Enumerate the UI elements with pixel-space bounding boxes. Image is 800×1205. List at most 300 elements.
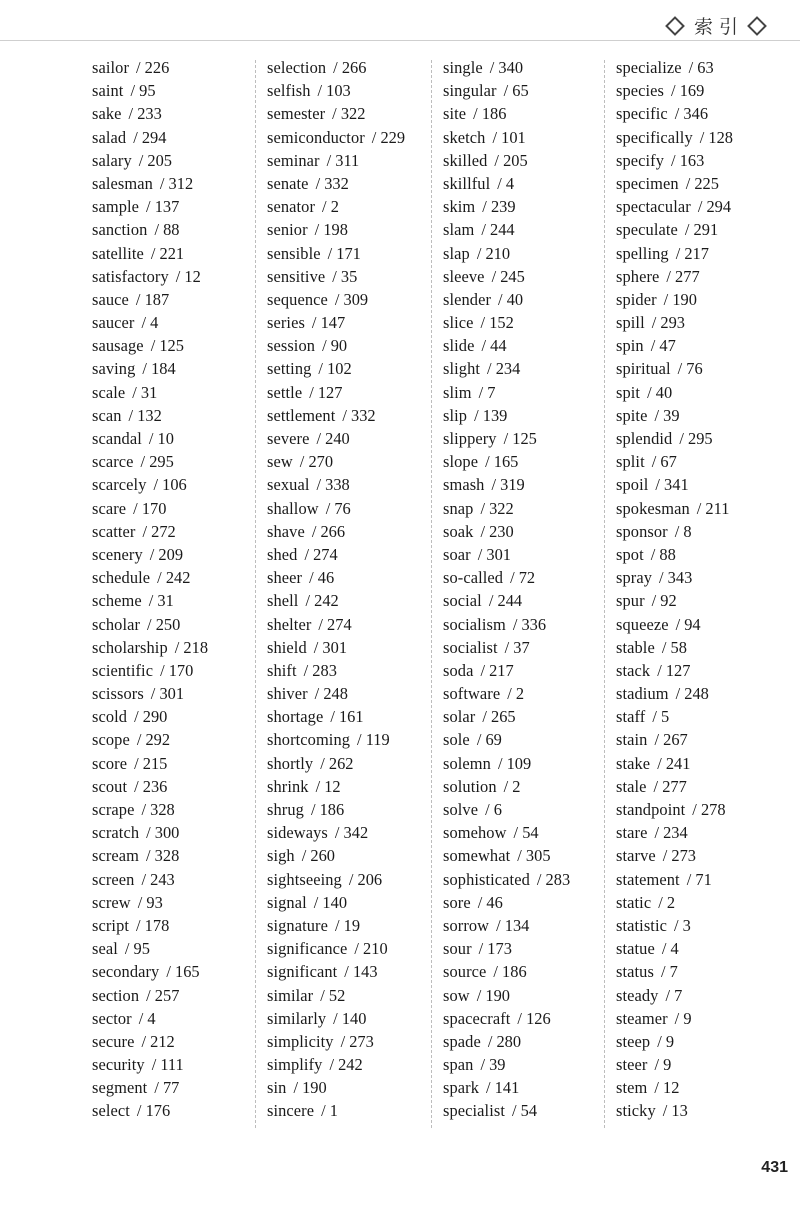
entry-word: sanction [92, 220, 148, 240]
index-entry [92, 1099, 264, 1122]
entry-word: spark [443, 1078, 480, 1098]
index-entry [267, 914, 439, 937]
entry-separator: / [142, 359, 152, 379]
entry-page: 234 [663, 823, 688, 843]
entry-separator: / [322, 336, 331, 356]
entry-page: 218 [183, 637, 209, 657]
entry-word: specifically [616, 127, 693, 147]
entry-word: shift [267, 660, 297, 680]
index-entry [443, 1099, 615, 1122]
entry-word: staff [616, 707, 646, 727]
entry-separator: / [674, 1008, 684, 1028]
index-entry [267, 636, 439, 659]
entry-page: 186 [319, 800, 345, 819]
entry-separator: / [138, 150, 148, 170]
index-entry [92, 775, 264, 798]
entry-page: 272 [151, 521, 176, 541]
entry-word: semester [267, 104, 326, 124]
entry-word: slice [443, 313, 474, 333]
entry-separator: / [665, 985, 675, 1005]
entry-page: 240 [325, 429, 350, 448]
entry-word: scope [92, 730, 130, 750]
entry-page: 170 [141, 498, 167, 518]
entry-separator: / [315, 776, 325, 796]
entry-word: steep [616, 1031, 651, 1051]
index-entry [92, 613, 264, 636]
entry-page: 267 [663, 730, 688, 750]
entry-separator: / [657, 1031, 666, 1051]
entry-separator: / [329, 1055, 339, 1075]
entry-separator: / [305, 591, 315, 611]
entry-page: 2 [512, 776, 521, 796]
entry-word: spray [616, 568, 653, 588]
entry-word: somehow [443, 823, 507, 843]
index-entry [267, 357, 439, 380]
entry-word: settle [267, 382, 303, 402]
index-entry [92, 218, 264, 241]
entry-separator: / [334, 915, 344, 935]
entry-separator: / [124, 939, 134, 959]
entry-separator: / [133, 498, 142, 518]
entry-separator: / [688, 58, 698, 77]
entry-word: senior [267, 220, 308, 240]
entry-separator: / [654, 405, 664, 425]
entry-separator: / [675, 614, 685, 634]
entry-separator: / [486, 1078, 495, 1098]
entry-separator: / [175, 266, 185, 286]
entry-separator: / [491, 266, 501, 286]
index-entry [616, 914, 788, 937]
entry-page: 2 [330, 197, 339, 217]
entry-separator: / [477, 544, 487, 564]
entry-page: 294 [706, 197, 732, 217]
entry-page: 294 [141, 127, 167, 147]
index-entry [92, 149, 264, 172]
entry-separator: / [476, 730, 486, 750]
entry-separator: / [655, 475, 665, 495]
entry-word: security [92, 1055, 145, 1075]
index-entry [443, 914, 615, 937]
index-entry [267, 102, 439, 125]
entry-separator: / [674, 104, 684, 124]
entry-word: scarce [92, 452, 134, 472]
entry-page: 13 [671, 1101, 688, 1121]
entry-page: 101 [501, 127, 526, 147]
entry-word: solar [443, 707, 476, 727]
index-entry [616, 473, 788, 496]
index-entry [267, 613, 439, 636]
entry-word: software [443, 684, 501, 704]
entry-word: shallow [267, 498, 319, 518]
entry-word: sore [443, 892, 471, 912]
index-entry [267, 891, 439, 914]
index-entry [443, 798, 615, 821]
entry-word: spin [616, 336, 644, 356]
entry-separator: / [481, 336, 491, 356]
entry-separator: / [510, 568, 519, 588]
entry-word: spokesman [616, 498, 690, 518]
entry-page: 76 [334, 498, 351, 518]
index-entry [443, 311, 615, 334]
index-entry [616, 566, 788, 589]
entry-page: 126 [526, 1008, 551, 1028]
entry-separator: / [304, 544, 314, 564]
entry-page: 305 [525, 846, 551, 866]
entry-word: scheme [92, 591, 142, 611]
entry-separator: / [150, 243, 160, 263]
entry-separator: / [136, 915, 145, 935]
entry-page: 244 [497, 591, 523, 611]
entry-word: solve [443, 800, 479, 819]
entry-separator: / [154, 1078, 163, 1098]
entry-separator: / [130, 81, 140, 101]
entry-separator: / [148, 429, 158, 448]
index-entry [267, 844, 439, 867]
entry-word: slam [443, 220, 475, 240]
entry-page: 127 [317, 382, 343, 402]
entry-page: 2 [666, 892, 676, 912]
entry-page: 171 [336, 243, 361, 263]
entry-page: 198 [323, 220, 348, 240]
entry-separator: / [473, 104, 482, 124]
index-entry [92, 520, 264, 543]
entry-page: 137 [154, 197, 180, 217]
entry-separator: / [675, 243, 685, 263]
entry-page: 39 [489, 1055, 506, 1075]
index-entry [92, 126, 264, 149]
entry-separator: / [651, 313, 661, 333]
entry-word: sour [443, 939, 472, 959]
entry-word: sketch [443, 127, 486, 147]
entry-page: 93 [146, 892, 163, 912]
index-entry [443, 404, 615, 427]
entry-word: shrink [267, 776, 309, 796]
entry-page: 278 [700, 800, 726, 819]
entry-page: 39 [663, 405, 680, 425]
entry-separator: / [684, 220, 694, 240]
entry-word: shrug [267, 800, 304, 819]
index-entry [443, 1030, 615, 1053]
index-entry [267, 798, 439, 821]
entry-page: 106 [162, 475, 187, 495]
entry-separator: / [136, 730, 146, 750]
entry-page: 141 [494, 1078, 520, 1098]
entry-word: satellite [92, 243, 144, 263]
index-entry [267, 589, 439, 612]
index-entry [443, 149, 615, 172]
entry-word: sphere [616, 266, 660, 286]
entry-page: 190 [672, 289, 697, 309]
index-entry [267, 937, 439, 960]
entry-separator: / [136, 1101, 146, 1121]
index-entry [92, 868, 264, 891]
entry-page: 9 [663, 1055, 672, 1075]
entry-page: 242 [165, 568, 191, 588]
entry-page: 290 [142, 707, 168, 727]
index-entry [443, 891, 615, 914]
index-entry [443, 288, 615, 311]
entry-page: 67 [660, 452, 677, 472]
entry-separator: / [311, 313, 321, 333]
index-entry [443, 937, 615, 960]
entry-page: 65 [512, 81, 529, 101]
entry-word: sequence [267, 289, 328, 309]
entry-word: slippery [443, 429, 497, 448]
entry-separator: / [661, 939, 671, 959]
entry-separator: / [141, 1031, 151, 1051]
entry-separator: / [128, 104, 138, 124]
entry-separator: / [504, 637, 514, 657]
entry-page: 5 [660, 707, 670, 727]
entry-word: spelling [616, 243, 669, 263]
entry-page: 322 [340, 104, 366, 124]
entry-page: 234 [495, 359, 521, 379]
entry-word: shield [267, 637, 307, 657]
entry-page: 9 [665, 1031, 675, 1051]
entry-separator: / [692, 800, 701, 819]
index-entry [267, 682, 439, 705]
entry-page: 212 [150, 1031, 175, 1051]
entry-page: 328 [154, 846, 180, 866]
entry-page: 127 [665, 660, 691, 680]
entry-word: skim [443, 197, 476, 217]
index-entry [92, 636, 264, 659]
entry-separator: / [318, 359, 328, 379]
index-entry [616, 775, 788, 798]
entry-word: statistic [616, 915, 667, 935]
entry-word: satisfactory [92, 266, 169, 286]
index-entry [267, 960, 439, 983]
index-entry [443, 752, 615, 775]
entry-page: 6 [493, 800, 502, 819]
entry-separator: / [654, 730, 664, 750]
entry-page: 7 [674, 985, 683, 1005]
entry-page: 205 [147, 150, 172, 170]
index-entry [443, 728, 615, 751]
entry-page: 10 [157, 429, 174, 448]
entry-separator: / [651, 591, 661, 611]
entry-page: 46 [486, 892, 503, 912]
entry-separator: / [491, 475, 501, 495]
entry-page: 301 [159, 684, 185, 704]
index-entry [92, 566, 264, 589]
entry-word: statue [616, 939, 655, 959]
entry-page: 163 [679, 150, 705, 170]
index-entry [443, 520, 615, 543]
entry-page: 4 [505, 173, 515, 193]
index-entry [616, 682, 788, 705]
entry-page: 63 [697, 58, 714, 77]
entry-separator: / [699, 127, 709, 147]
index-entry [92, 821, 264, 844]
entry-word: scan [92, 405, 122, 425]
entry-separator: / [146, 985, 155, 1005]
entry-page: 245 [500, 266, 525, 286]
entry-separator: / [153, 475, 163, 495]
index-entry [616, 450, 788, 473]
index-entry [267, 984, 439, 1007]
entry-word: shortage [267, 707, 324, 727]
entry-word: scandal [92, 429, 142, 448]
entry-word: span [443, 1055, 474, 1075]
entry-page: 274 [313, 544, 338, 564]
entry-separator: / [480, 498, 490, 518]
entry-page: 12 [324, 776, 341, 796]
entry-page: 147 [320, 313, 346, 333]
entry-separator: / [332, 266, 341, 286]
entry-word: splendid [616, 429, 673, 448]
index-entry [616, 659, 788, 682]
entry-separator: / [141, 869, 151, 889]
entry-separator: / [316, 429, 326, 448]
entry-separator: / [512, 614, 522, 634]
entry-separator: / [357, 730, 366, 750]
entry-word: spur [616, 591, 645, 611]
entry-word: stadium [616, 684, 669, 704]
index-entry [267, 705, 439, 728]
entry-separator: / [320, 753, 329, 773]
entry-word: sleeve [443, 266, 485, 286]
entry-page: 72 [518, 568, 536, 588]
entry-page: 190 [485, 985, 510, 1005]
entry-separator: / [333, 1008, 342, 1028]
entry-word: scratch [92, 823, 140, 843]
entry-separator: / [174, 637, 184, 657]
entry-word: seminar [267, 150, 320, 170]
index-entry [616, 265, 788, 288]
entry-page: 31 [140, 382, 158, 402]
entry-word: spiritual [616, 359, 671, 379]
entry-separator: / [150, 336, 160, 356]
index-entry [443, 427, 615, 450]
entry-separator: / [299, 452, 309, 472]
entry-page: 44 [490, 336, 507, 356]
entry-separator: / [313, 637, 323, 657]
index-entry [267, 821, 439, 844]
entry-word: starve [616, 846, 656, 866]
entry-separator: / [334, 823, 344, 843]
entry-word: salad [92, 127, 127, 147]
entry-separator: / [476, 243, 486, 263]
entry-page: 46 [317, 568, 335, 588]
entry-page: 265 [491, 707, 516, 727]
entry-page: 257 [154, 985, 180, 1005]
index-entry [92, 357, 264, 380]
entry-page: 2 [515, 684, 525, 704]
entry-word: significance [267, 939, 348, 959]
entry-separator: / [503, 776, 513, 796]
index-entry [616, 149, 788, 172]
entry-page: 319 [500, 475, 525, 495]
entry-separator: / [134, 753, 143, 773]
entry-word: stale [616, 776, 647, 796]
diamond-left-icon [665, 16, 685, 36]
entry-word: scrape [92, 800, 135, 819]
entry-page: 103 [326, 81, 351, 101]
entry-word: sensible [267, 243, 321, 263]
entry-separator: / [480, 1055, 490, 1075]
entry-page: 206 [357, 869, 383, 889]
entry-page: 243 [150, 869, 175, 889]
entry-page: 165 [493, 452, 519, 472]
entry-word: specialize [616, 58, 682, 77]
entry-word: scout [92, 776, 128, 796]
index-entry [267, 334, 439, 357]
index-entry [92, 589, 264, 612]
entry-page: 341 [664, 475, 689, 495]
entry-word: scold [92, 707, 128, 727]
index-entry [443, 705, 615, 728]
index-entry [443, 821, 615, 844]
entry-word: soar [443, 544, 471, 564]
diamond-right-icon [747, 16, 767, 36]
index-entry [92, 172, 264, 195]
index-entry [443, 473, 615, 496]
entry-page: 295 [149, 452, 174, 472]
page-number: 431 [761, 1159, 788, 1176]
index-entry [267, 427, 439, 450]
entry-word: segment [92, 1078, 148, 1098]
entry-separator: / [657, 660, 666, 680]
entry-separator: / [166, 962, 175, 982]
entry-word: similar [267, 985, 314, 1005]
entry-page: 217 [684, 243, 709, 263]
index-entry [267, 543, 439, 566]
entry-page: 273 [671, 846, 696, 866]
entry-word: slide [443, 336, 475, 356]
entry-word: skillful [443, 173, 491, 193]
entry-page: 95 [133, 939, 150, 959]
entry-word: static [616, 892, 652, 912]
entry-separator: / [685, 173, 695, 193]
entry-word: script [92, 915, 130, 935]
index-entry [616, 357, 788, 380]
entry-page: 169 [679, 81, 705, 101]
entry-word: spill [616, 313, 645, 333]
entry-page: 173 [487, 939, 512, 959]
entry-word: shiver [267, 684, 308, 704]
entry-separator: / [150, 684, 160, 704]
entry-word: spit [616, 382, 641, 402]
entry-page: 143 [352, 962, 378, 982]
entry-word: shortcoming [267, 730, 351, 750]
index-entry [267, 566, 439, 589]
entry-page: 233 [137, 104, 162, 124]
entry-word: scenery [92, 544, 143, 564]
entry-page: 69 [485, 730, 502, 750]
index-columns [0, 56, 800, 1126]
entry-separator: / [478, 382, 488, 402]
entry-word: shelter [267, 614, 312, 634]
index-entry [267, 218, 439, 241]
index-entry [616, 1099, 788, 1122]
entry-separator: / [340, 1031, 350, 1051]
entry-word: soak [443, 521, 474, 541]
entry-page: 37 [513, 637, 530, 657]
index-entry [267, 497, 439, 520]
index-entry [92, 705, 264, 728]
entry-word: sponsor [616, 521, 668, 541]
entry-page: 139 [482, 405, 508, 425]
entry-word: shortly [267, 753, 314, 773]
entry-separator: / [140, 452, 150, 472]
entry-page: 58 [670, 637, 687, 657]
entry-separator: / [517, 846, 526, 866]
entry-word: signature [267, 915, 328, 935]
entry-word: slope [443, 452, 479, 472]
entry-separator: / [318, 614, 328, 634]
index-entry [92, 1007, 264, 1030]
